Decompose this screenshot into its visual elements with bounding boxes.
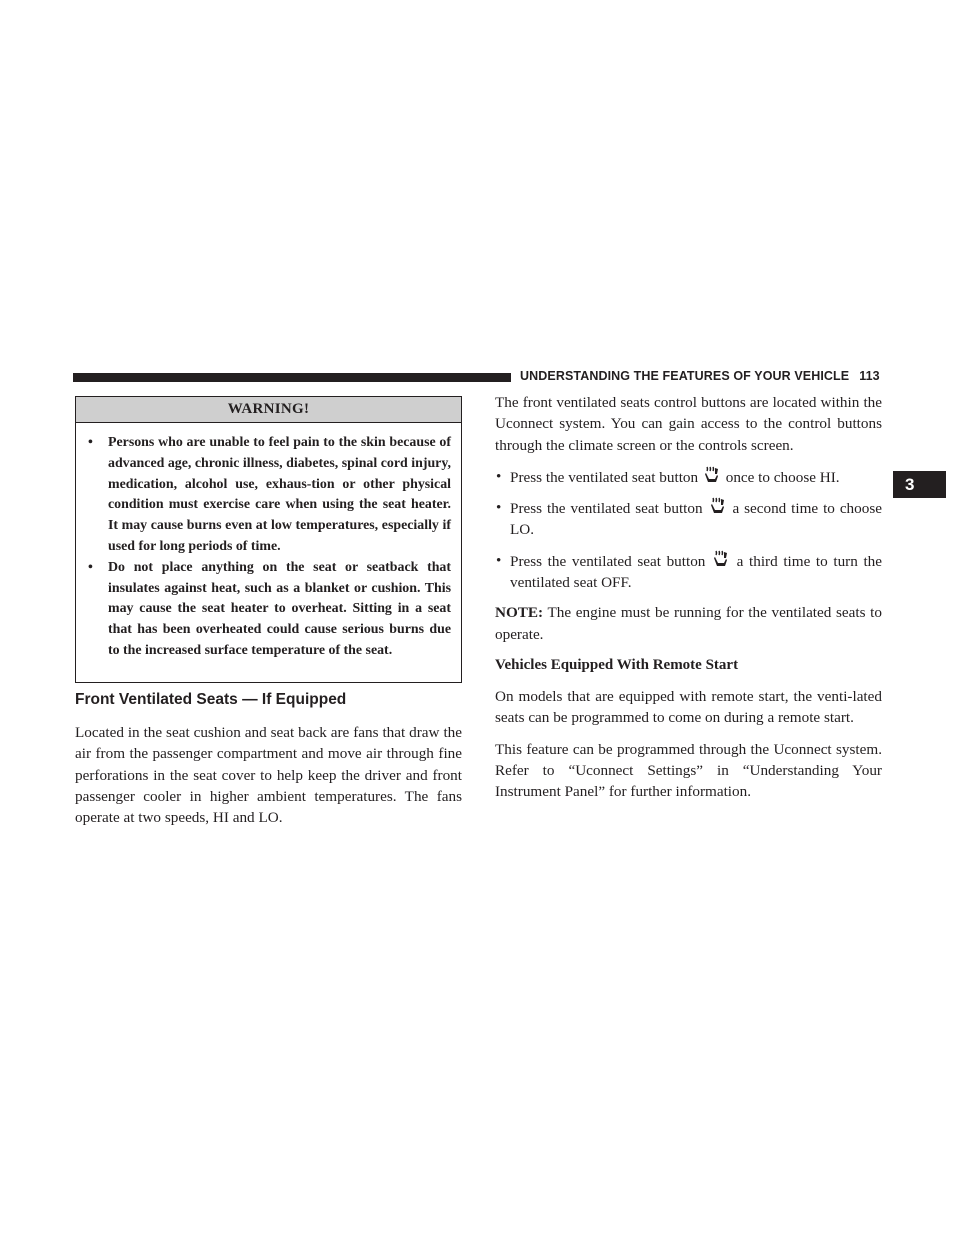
step-text: a second time to choose LO.	[510, 500, 882, 539]
step-text: Press the ventilated seat button	[510, 500, 703, 518]
remote-start-paragraph: On models that are equipped with remote start, the venti-lated seats can be programmed to come on during a remote start.	[495, 687, 882, 727]
step-text: a third time to turn the ventilated seat OFF.	[510, 552, 882, 592]
controls-paragraph: The front ventilated seats control buttons are located within the Uconnect system. You can gain access to the control buttons through the climate screen or the controls screen.	[495, 394, 882, 454]
intro-paragraph: Located in the seat cushion and seat back are fans that draw the air from the passenger compartment and move air through fine perforations in the seat cover to help keep the driver and front passenger cooler in higher ambient temperatures. The fans operate at two speeds, HI and LO.	[75, 724, 462, 827]
step-item	[495, 550, 882, 594]
note-paragraph	[495, 602, 882, 645]
step-text: Press the ventilated seat button	[510, 552, 706, 570]
warning-item: • Persons who are unable to feel pain to the skin because of advanced age, chronic illness, diabetes, spinal cord injury, medication, alcohol use, exhaus-tion or other physical condition must exercise care when using the seat heater. It may cause burns even at low temperatures, especially if used for long periods of time.	[88, 433, 451, 558]
ventilated-seat-icon	[710, 497, 725, 515]
section-name: UNDERSTANDING THE FEATURES OF YOUR VEHICLE	[520, 369, 850, 383]
page-number: 113	[859, 369, 880, 383]
section-title: Front Ventilated Seats — If Equipped	[75, 691, 347, 708]
header-rule	[73, 373, 511, 382]
step-item	[495, 466, 882, 488]
warning-item: • Do not place anything on the seat or seatback that insulates against heat, such as a blanket or cushion. This may cause the seat heater to overheat. Sitting in a seat that has been overheated could cause serious burns due to the increased surface temperature of the seat.	[88, 558, 451, 662]
note-label: NOTE:	[495, 604, 544, 622]
settings-paragraph: This feature can be programmed through the Uconnect system. Refer to “Uconnect Settings” in “Understanding Your Instrument Panel” for further information.	[495, 740, 882, 801]
warning-title: WARNING!	[76, 397, 461, 423]
ventilated-seat-icon	[713, 550, 728, 568]
warning-list	[76, 423, 461, 662]
running-header	[520, 369, 930, 383]
step-text: once to choose HI.	[725, 468, 840, 486]
chapter-tab: 3	[893, 471, 946, 498]
step-text: Press the ventilated seat button	[510, 468, 699, 486]
note-text: The engine must be running for the ventilated seats to operate.	[495, 604, 882, 643]
left-column	[75, 690, 462, 838]
right-column	[495, 392, 882, 812]
ventilated-seat-icon	[704, 466, 719, 484]
steps-list	[495, 466, 882, 593]
subheading: Vehicles Equipped With Remote Start	[495, 656, 739, 673]
warning-box	[75, 396, 462, 683]
step-item	[495, 497, 882, 541]
